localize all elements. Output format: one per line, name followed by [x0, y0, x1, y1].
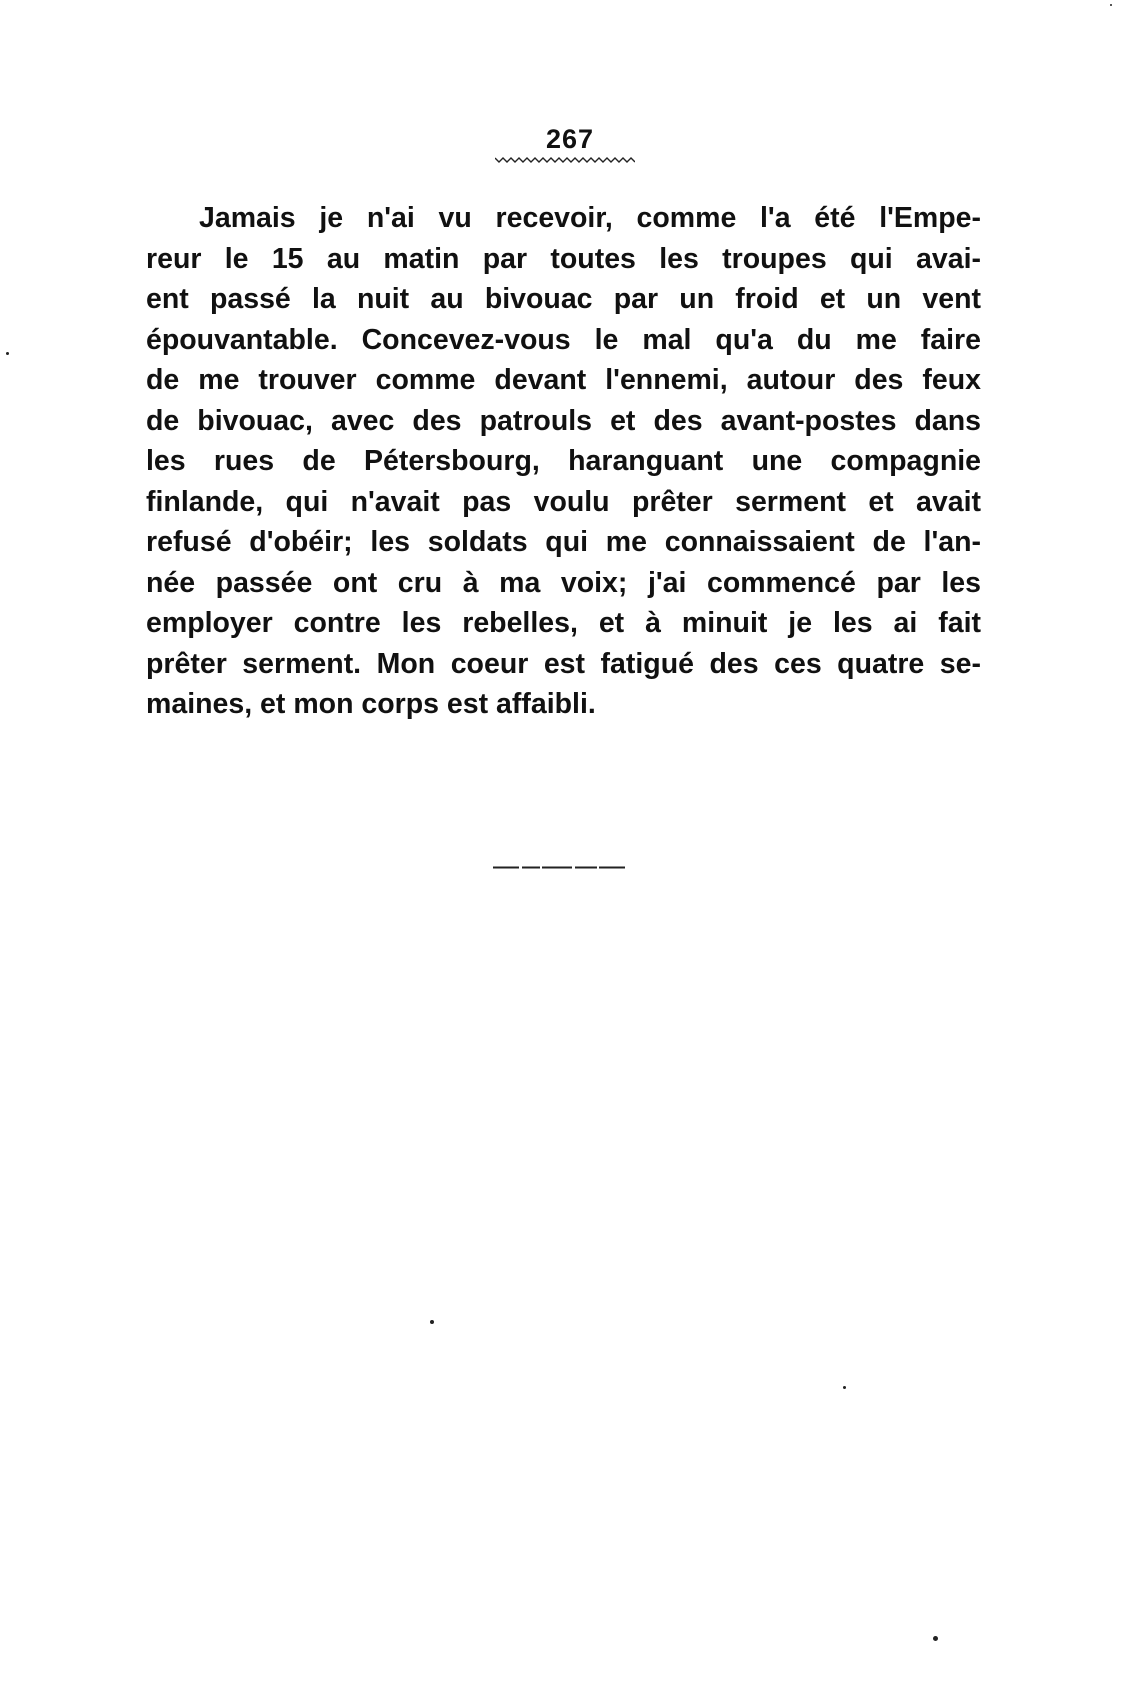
text-line: de me trouver comme devant l'ennemi, autour des feux: [146, 364, 981, 396]
text-line: finlande, qui n'avait pas voulu prêter serment et avait: [146, 485, 981, 518]
page-speck: [933, 1636, 938, 1641]
page-speck: [843, 1386, 846, 1389]
page-number: 267: [545, 124, 595, 154]
margin-speck: [6, 352, 9, 355]
page-speck: [1110, 4, 1112, 6]
text-line: Jamais je n'ai vu recevoir, comme l'a été l'Empe-: [199, 202, 981, 234]
body-text: [146, 198, 981, 725]
text-line: née passée ont cru à ma voix; j'ai commencé par les: [146, 566, 981, 599]
text-line: employer contre les rebelles, et à minuit je les ai fait: [146, 607, 981, 639]
end-rule: [493, 866, 625, 869]
page-number-ornament: [495, 154, 635, 164]
text-line: les rues de Pétersbourg, haranguant une compagnie: [146, 445, 981, 477]
text-line: refusé d'obéir; les soldats qui me connaissaient de l'an-: [146, 526, 981, 558]
text-line: de bivouac, avec des patrouls et des avant-postes dans: [146, 404, 981, 437]
text-line: ent passé la nuit au bivouac par un froid et un vent: [146, 283, 981, 315]
text-line: prêter serment. Mon coeur est fatigué des ces quatre se-: [146, 647, 981, 680]
text-line: épouvantable. Concevez-vous le mal qu'a du me faire: [146, 323, 981, 356]
text-line: reur le 15 au matin par toutes les troupes qui avai-: [146, 242, 981, 275]
page-speck: [430, 1320, 434, 1324]
text-line: maines, et mon corps est affaibli.: [146, 688, 596, 720]
